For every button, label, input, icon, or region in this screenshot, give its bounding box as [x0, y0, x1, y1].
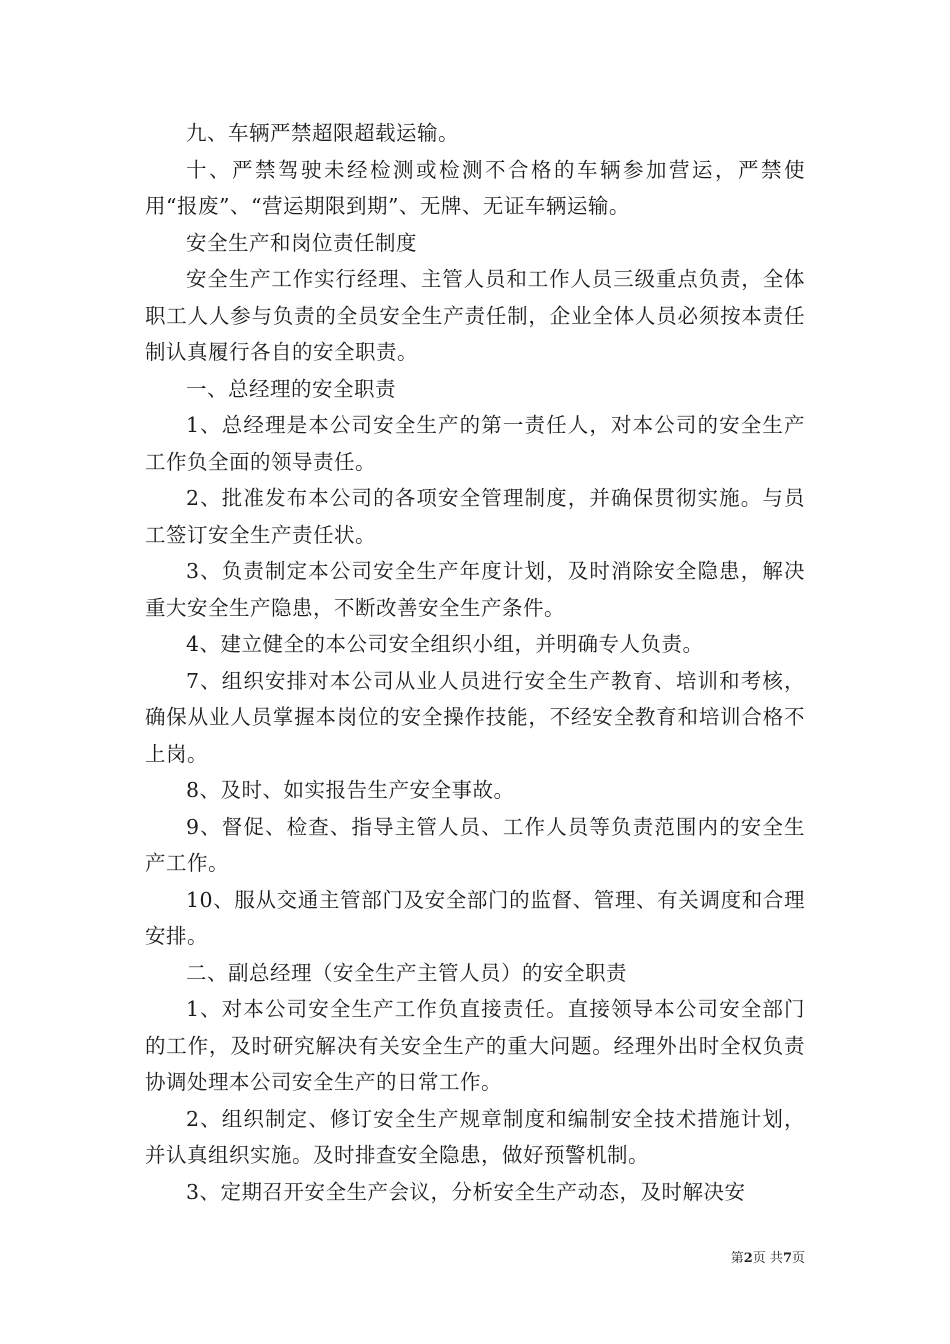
- footer-prefix: 第: [730, 1251, 744, 1266]
- document-body: [145, 115, 805, 1210]
- section-heading-gm: 一、总经理的安全职责: [186, 376, 396, 401]
- footer-total-pages: 7: [782, 1251, 792, 1266]
- list-item: 3、定期召开安全生产会议，分析安全生产动态，及时解决安: [186, 1179, 746, 1204]
- list-item: 10、服从交通主管部门及安全部门的监督、管理、有关调度和合理安排。: [145, 887, 805, 948]
- list-item: 1、总经理是本公司安全生产的第一责任人，对本公司的安全生产工作负全面的领导责任。: [145, 413, 805, 474]
- list-item: 9、督促、检查、指导主管人员、工作人员等负责范围内的安全生产工作。: [145, 814, 805, 875]
- paragraph-intro: 安全生产工作实行经理、主管人员和工作人员三级重点负责，全体职工人人参与负责的全员安全生产责任制，企业全体人员必须按本责任制认真履行各自的安全职责。: [145, 267, 805, 364]
- list-item: 2、组织制定、修订安全生产规章制度和编制安全技术措施计划，并认真组织实施。及时排查安全隐患，做好预警机制。: [145, 1106, 805, 1167]
- paragraph-item-10: 十、严禁驾驶未经检测或检测不合格的车辆参加营运，严禁使用“报废”、“营运期限到期”、无牌、无证车辆运输。: [145, 157, 805, 218]
- footer-suffix: 页: [791, 1251, 805, 1266]
- list-item: 4、建立健全的本公司安全组织小组，并明确专人负责。: [186, 632, 704, 656]
- page-footer: [731, 1247, 805, 1266]
- list-item: 3、负责制定本公司安全生产年度计划，及时消除安全隐患，解决重大安全生产隐患，不断改善安全生产条件。: [145, 559, 805, 620]
- list-item: 8、及时、如实报告生产安全事故。: [186, 778, 515, 802]
- list-item: 7、组织安排对本公司从业人员进行安全生产教育、培训和考核，确保从业人员掌握本岗位的安全操作技能，不经安全教育和培训合格不上岗。: [145, 668, 805, 766]
- footer-middle: 页 共: [752, 1251, 783, 1266]
- list-item: 2、批准发布本公司的各项安全管理制度，并确保贯彻实施。与员工签订安全生产责任状。: [145, 486, 805, 547]
- section-heading-vgm: 二、副总经理（安全生产主管人员）的安全职责: [186, 960, 627, 985]
- footer-current-page: 2: [743, 1251, 753, 1266]
- list-item: 1、对本公司安全生产工作负直接责任。直接领导本公司安全部门的工作，及时研究解决有关安全生产的重大问题。经理外出时全权负责协调处理本公司安全生产的日常工作。: [145, 997, 805, 1094]
- section-heading: 安全生产和岗位责任制度: [186, 230, 417, 255]
- paragraph-item-9: 九、车辆严禁超限超载运输。: [186, 121, 459, 145]
